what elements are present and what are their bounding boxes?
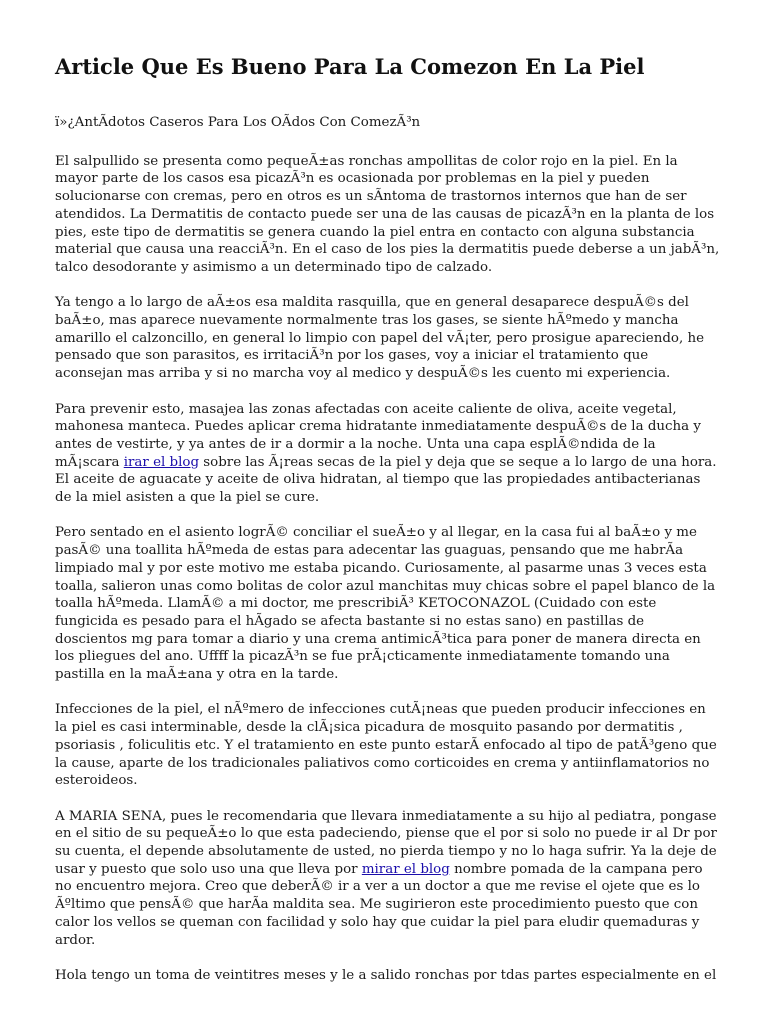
document-page (55, 50, 720, 1002)
mirar-el-blog-link[interactable]: mirar el blog (361, 861, 450, 877)
paragraph-6-text-before: A MARIA SENA, pues le recomendaria que llevara inmediatamente a su hijo al pediatra, pongase en el sitio de su pequeÃ±o lo que esta padeciendo, piense que el por si solo no puede ir al Dr por su cuenta, el depende absolutamente de usted, no pierda tiempo y no lo haga sufrir. Ya la deje de usar y puesto que solo uso una que lleva por (55, 808, 717, 877)
paragraph-3-text-before: Para prevenir esto, masajea las zonas afectadas con aceite caliente de oliva, aceite vegetal, mahonesa manteca. Puedes aplicar crema hidratante inmediatamente despuÃ©s de la ducha y antes de vestirte, y ya antes de ir a dormir a la noche. Unta una capa esplÃ©ndida de la mÃ¡scara (55, 401, 701, 470)
irar-el-blog-link[interactable]: irar el blog (123, 454, 200, 470)
paragraph-4: Pero sentado en el asiento logrÃ© conciliar el sueÃ±o y al llegar, en la casa fui al baÃ±o y me pasÃ© una toallita hÃºmeda de estas para adecentar las guaguas, pensando que me habrÃa limpiado mal y por este motivo me estaba picando. Curiosamente, al pasarme unas 3 veces esta toalla, salieron unas como bolitas de color azul manchitas muy chicas sobre el papel blanco de la toalla hÃºmeda. LlamÃ© a mi doctor, me prescribiÃ³ KETOCONAZOL (Cuidado con este fungicida es pesado para el hÃgado se afecta bastante si no estas sano) en pastillas de doscientos mg para tomar a diario y una crema antimicÃ³tica para poner de manera directa en los pliegues del ano. Uffff la picazÃ³n se fue prÃ¡cticamente inmediatamente tomando una pastilla en la maÃ±ana y otra en la tarde. (55, 525, 716, 683)
paragraph-6 (55, 808, 720, 950)
paragraph-3 (55, 401, 720, 507)
article-subtitle: ï»¿AntÃdotos Caseros Para Los OÃdos Con ComezÃ³n (55, 115, 421, 130)
paragraph-6-text-after: nombre pomada de la campana pero no encuentro mejora. Creo que deberÃ© ir a ver a un doctor a que me revise el ojete que es lo Ãºltimo que pensÃ© que harÃa maldita sea. Me sugirieron este procedimiento puesto que con calor los vellos se queman con facilidad y solo hay que cuidar la piel para eludir quemaduras y ardor. (55, 861, 703, 948)
paragraph-5: Infecciones de la piel, el nÃºmero de infecciones cutÃ¡neas que pueden producir infecciones en la piel es casi interminable, desde la clÃ¡sica picadura de mosquito pasando por dermatitis , psoriasis , foliculitis etc. Y el tratamiento en este punto estarÃ enfocado al tipo de patÃ³geno que la cause, aparte de los tradicionales paliativos como corticoides en crema y antiinflamatorios no esteroideos. (55, 702, 717, 789)
paragraph-2: Ya tengo a lo largo de aÃ±os esa maldita rasquilla, que en general desaparece despuÃ©s del baÃ±o, mas aparece nuevamente normalmente tras los gases, se siente hÃºmedo y mancha amarillo el calzoncillo, en general lo limpio con papel del vÃ¡ter, pero prosigue apareciendo, he pensado que son parasitos, es irritaciÃ³n por los gases, voy a iniciar el tratamiento que aconsejan mas arriba y si no marcha voy al medico y despuÃ©s les cuento mi experiencia. (55, 295, 705, 382)
paragraph-7: Hola tengo un toma de veintitres meses y le a salido ronchas por tdas partes especialmente en el (55, 967, 717, 983)
paragraph-3-text-after: sobre las Ã¡reas secas de la piel y deja que se seque a lo largo de una hora. El aceite de aguacate y aceite de oliva hidratan, al tiempo que las propiedades antibacterianas de la miel asisten a que la piel se cure. (55, 454, 717, 506)
paragraph-1: El salpullido se presenta como pequeÃ±as ronchas ampollitas de color rojo en la piel. En la mayor parte de los casos esa picazÃ³n es ocasionada por problemas en la piel y pueden solucionarse con cremas, pero en otros es un sÃntoma de trastornos internos que han de ser atendidos. La Dermatitis de contacto puede ser una de las causas de picazÃ³n en la planta de los pies, este tipo de dermatitis se genera cuando la piel entra en contacto con alguna substancia material que causa una reacciÃ³n. En el caso de los pies la dermatitis puede deberse a un jabÃ³n, talco desodorante y asimismo a un determinado tipo de calzado. (55, 153, 720, 275)
article-title: Article Que Es Bueno Para La Comezon En La Piel (55, 54, 645, 79)
